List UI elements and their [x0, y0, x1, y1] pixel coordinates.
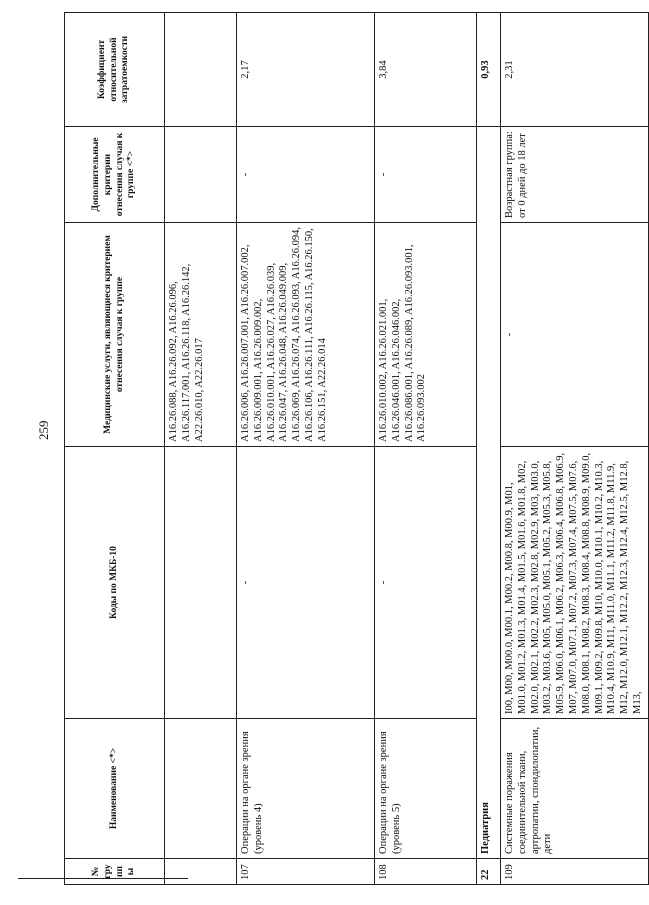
table-row [237, 13, 375, 885]
cell-coefficient: 3,84 [375, 13, 477, 127]
section-coefficient: 0,93 [477, 13, 501, 127]
cell-coefficient: 2,17 [237, 13, 375, 127]
header-name: Наименование <*> [65, 719, 165, 859]
header-services: Медицинские услуги, являющиеся критерием отнесения случая к группе [65, 223, 165, 447]
section-title: Педиатрия [477, 127, 501, 859]
cell-mkb: - [237, 447, 375, 719]
cell-mkb: I00, M00, M00.0, M00.1, M00.2, M00.8, M00.9, M01, M01.0, M01.2, M01.3, M01.4, M01.5, M01.6, M01.8, M02, M02.0, M02.1, M02.2, M02.3, M02.8, M02.9, M03, M03.0, M03.2, M03.6, M05, M05.0, M05.1, M05.2, M05.3, M05.8, M05.9, M06.0, M06.1, M06.2, M06.3, M06.4, M06.8, M06.9, M07, M07.0, M07.1, M07.2, M07.3, M07.4, M07.5, M07.6, M08.0, M08.1, M08.2, M08.3, M08.4, M08.8, M08.9, M09.0, M09.1, M09.2, M09.8, M10, M10.0, M10.1, M10.2, M10.3, M10.4, M10.9, M11, M11.0, M11.1, M11.2, M11.8, M11.9, M12, M12.0, M12.1, M12.2, M12.3, M12.4, M12.5, M12.8, M13, [501, 447, 649, 719]
cell-number: 107 [237, 859, 375, 885]
table-row [165, 13, 237, 885]
cell-services: A16.26.006, A16.26.007.001, A16.26.007.002, A16.26.009.001, A16.26.009.002, A16.26.010.001, A16.26.027, A16.26.039, A16.26.047, A16.26.048, A16.26.049.009, A16.26.069, A16.26.074, A16.26.093, A16.26.094, A16.26.106, A16.26.111, A16.26.115, A16.26.150, A16.26.151, A22.26.014 [237, 223, 375, 447]
section-number: 22 [477, 859, 501, 885]
page-number: 259 [36, 420, 51, 440]
header-group-number: № группы [65, 859, 165, 885]
cell-services: - [501, 223, 649, 447]
header-criteria: Дополнительные критерии отнесения случая к группе <*> [65, 127, 165, 223]
cell-criteria: Возрастная группа: от 0 дней до 18 лет [501, 127, 649, 223]
cell-criteria: - [237, 127, 375, 223]
cell-number: 108 [375, 859, 477, 885]
cell-mkb: - [375, 447, 477, 719]
cell-criteria: - [375, 127, 477, 223]
rotated-table-wrapper [64, 13, 643, 885]
cell-name [165, 719, 237, 859]
cell-criteria [165, 127, 237, 223]
table-header-row [65, 13, 165, 885]
table-row [501, 13, 649, 885]
cell-number: 109 [501, 859, 649, 885]
cell-number [165, 859, 237, 885]
header-mkb-codes: Коды по МКБ-10 [65, 447, 165, 719]
cell-services: A16.26.088, A16.26.092, A16.26.096, A16.26.117.001, A16.26.118, A16.26.142, A22.26.010, A22.26.017 [165, 223, 237, 447]
cell-coefficient: 2,31 [501, 13, 649, 127]
cell-mkb [165, 447, 237, 719]
cell-name: Системные поражения соединительной ткани, артропатии, спондилопатии, дети [501, 719, 649, 859]
section-row [477, 13, 501, 885]
cell-name: Операции на органе зрения (уровень 4) [237, 719, 375, 859]
cell-coefficient [165, 13, 237, 127]
cell-services: A16.26.010.002, A16.26.021.001, A16.26.046.001, A16.26.046.002, A16.26.086.001, A16.26.089, A16.26.093.001, A16.26.093.002 [375, 223, 477, 447]
footnote-divider [18, 878, 188, 879]
table-row [375, 13, 477, 885]
header-coefficient: Коэффициент относительной затратоемкости [65, 13, 165, 127]
cell-name: Операции на органе зрения (уровень 5) [375, 719, 477, 859]
ksg-table [64, 12, 649, 885]
